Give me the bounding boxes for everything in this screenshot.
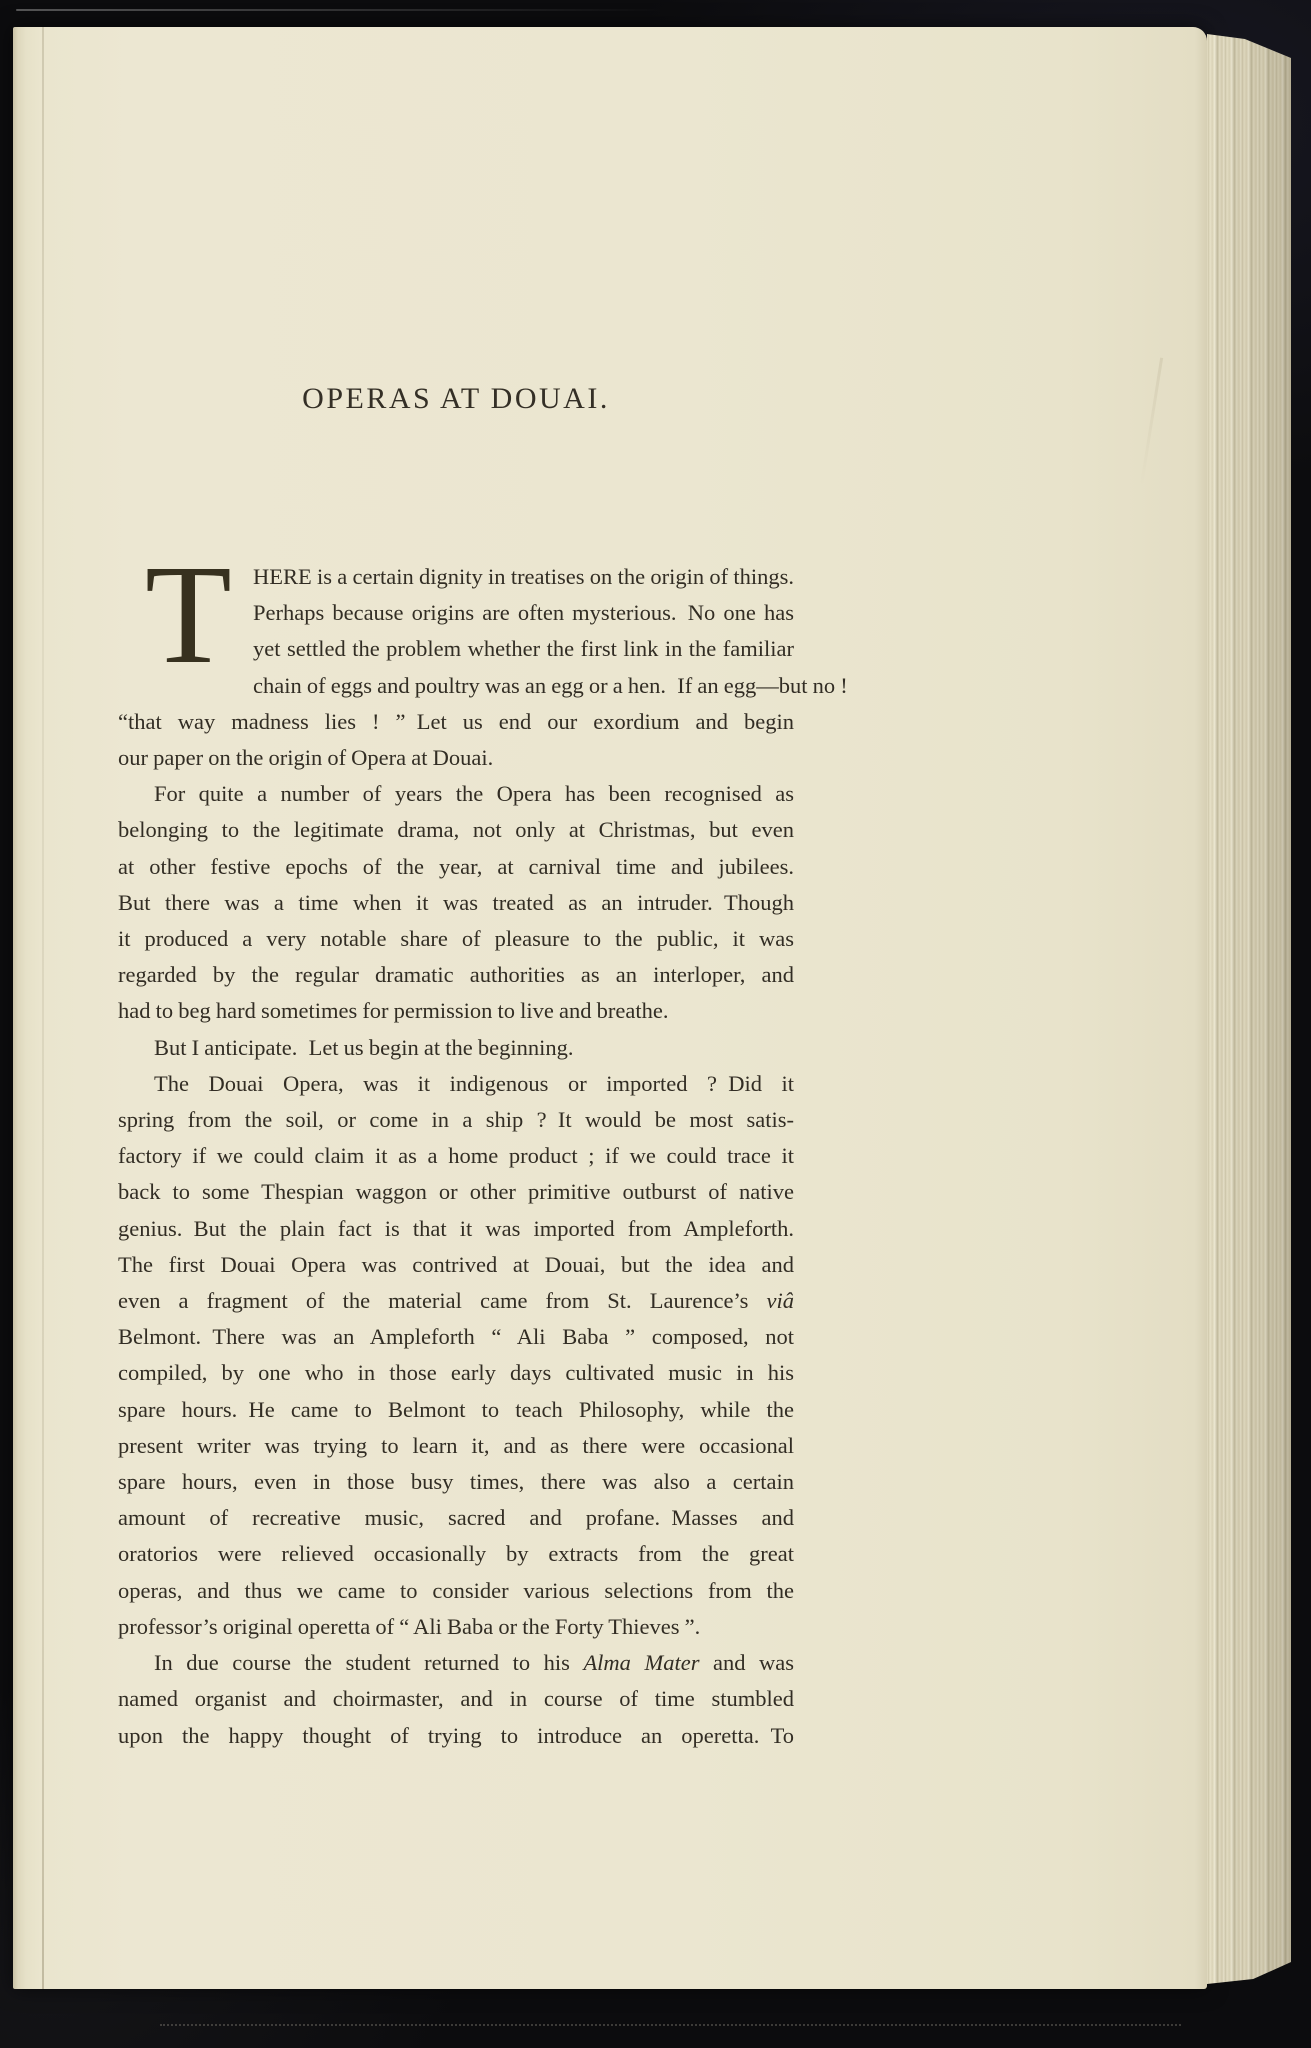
- cover-edge-highlight: [16, 9, 666, 11]
- page-gutter-crease: [42, 27, 44, 1989]
- text-segment: even a fragment of the material came from St. Laurence’s: [118, 1288, 767, 1314]
- italic-text: Alma Mater: [583, 1650, 700, 1676]
- text-line: spare hours. He came to Belmont to teach Philosophy, while the: [118, 1396, 794, 1422]
- text-line: The first Douai Opera was contrived at Douai, but the idea and: [118, 1251, 794, 1277]
- text-line: spring from the soil, or come in a ship ? It would be most satis-: [118, 1107, 794, 1133]
- text-line: our paper on the origin of Opera at Douai.: [118, 745, 494, 771]
- text-line: present writer was trying to learn it, and as there were occasional: [118, 1432, 794, 1458]
- text-segment: In due course the student returned to his: [154, 1650, 584, 1676]
- text-line: named organist and choirmaster, and in course of time stumbled: [118, 1686, 794, 1712]
- italic-text: viâ: [766, 1288, 794, 1314]
- text-line: back to some Thespian waggon or other primitive outburst of native: [118, 1179, 794, 1205]
- text-line: regarded by the regular dramatic authorities as an interloper, and: [118, 962, 794, 988]
- text-segment: and was: [699, 1650, 794, 1676]
- text-line: For quite a number of years the Opera has been recognised as: [154, 781, 794, 807]
- text-line: yet settled the problem whether the first link in the familiar: [253, 636, 794, 662]
- text-line: [118, 1283, 794, 1319]
- text-line: But I anticipate. Let us begin at the beginning.: [154, 1034, 574, 1060]
- text-line: at other festive epochs of the year, at carnival time and jubilees.: [118, 853, 794, 879]
- text-line: belonging to the legitimate drama, not only at Christmas, but even: [118, 817, 794, 843]
- chapter-title: OPERAS AT DOUAI.: [302, 382, 610, 415]
- text-line: compiled, by one who in those early days cultivated music in his: [118, 1360, 794, 1386]
- text-line: HERE is a certain dignity in treatises on the origin of things.: [253, 564, 794, 589]
- paragraph: [118, 1066, 794, 1645]
- text-line: But there was a time when it was treated as an intruder. Though: [118, 889, 794, 915]
- page-text: [118, 381, 848, 1754]
- text-line: “that way madness lies ! ” Let us end our exordium and begin: [118, 708, 794, 734]
- paragraph: [118, 1030, 794, 1066]
- paragraph: [118, 1645, 794, 1754]
- text-line: spare hours, even in those busy times, there was also a certain: [118, 1469, 794, 1495]
- paragraph: [118, 535, 848, 776]
- text-line: factory if we could claim it as a home product ; if we could trace it: [118, 1143, 794, 1169]
- text-line: operas, and thus we came to consider various selections from the: [118, 1577, 794, 1603]
- text-line: had to beg hard sometimes for permission to live and breathe.: [118, 998, 669, 1024]
- text-line: it produced a very notable share of pleasure to the public, it was: [118, 926, 794, 952]
- text-line: [118, 1645, 794, 1681]
- text-line: Belmont. There was an Ampleforth “ Ali Baba ” composed, not: [118, 1324, 794, 1350]
- text-line: The Douai Opera, was it indigenous or imported ? Did it: [154, 1070, 794, 1096]
- paragraph: [118, 776, 794, 1029]
- text-line: genius. But the plain fact is that it was imported from Ampleforth.: [118, 1215, 794, 1241]
- drop-cap: T: [145, 535, 232, 693]
- text-line: chain of eggs and poultry was an egg or a hen. If an egg—but no !: [253, 672, 848, 698]
- text-line: upon the happy thought of trying to introduce an operetta. To: [118, 1722, 794, 1748]
- text-line: oratorios were relieved occasionally by extracts from the great: [118, 1541, 794, 1567]
- page-edges: [1207, 34, 1291, 1984]
- text-line: professor’s original operetta of “ Ali Baba or the Forty Thieves ”.: [118, 1613, 701, 1639]
- text-line: Perhaps because origins are often mysterious. No one has: [253, 600, 794, 626]
- book-page: [13, 27, 1207, 1989]
- text-line: amount of recreative music, sacred and profane. Masses and: [118, 1505, 794, 1531]
- cover-stitch-line: [160, 2024, 1181, 2026]
